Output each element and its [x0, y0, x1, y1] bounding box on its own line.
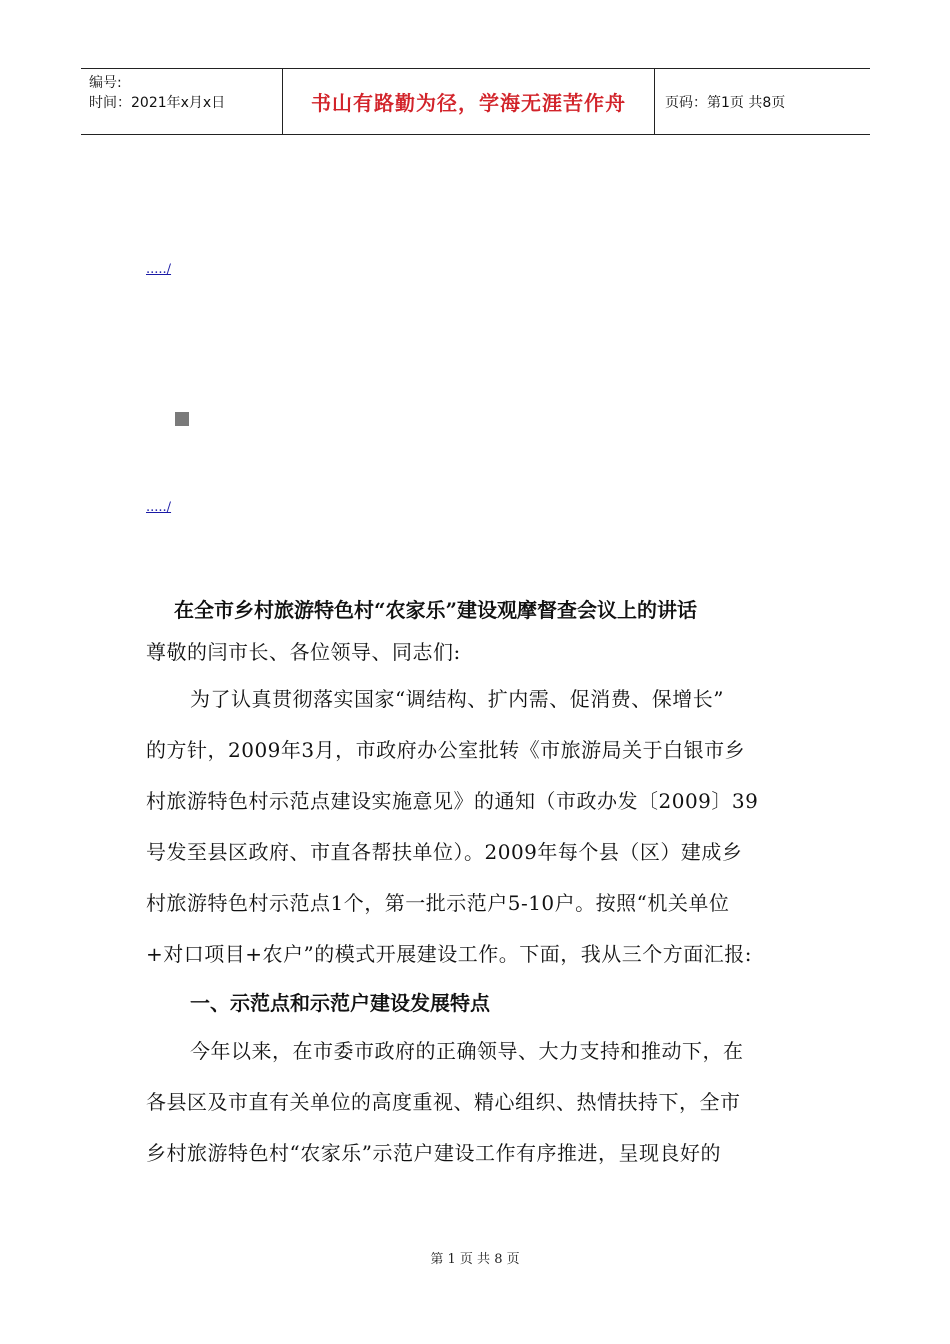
page-header: [81, 68, 870, 135]
paragraph-line: 各县区及市直有关单位的高度重视、精心组织、热情扶持下，全市: [146, 1090, 741, 1114]
dots-link-1[interactable]: ...../: [146, 262, 172, 277]
paragraph-line: 村旅游特色村示范点1个，第一批示范户5-10户。按照“机关单位: [146, 891, 730, 915]
section-heading: 一、示范点和示范户建设发展特点: [190, 991, 490, 1015]
greeting: 尊敬的闫市长、各位领导、同志们:: [146, 640, 461, 664]
paragraph-line: 乡村旅游特色村“农家乐”示范户建设工作有序推进，呈现良好的: [146, 1141, 721, 1165]
dots-link-2[interactable]: ...../: [146, 500, 172, 515]
header-page-info: 页码：第1页 共8页: [665, 94, 786, 111]
header-time-label: 时间：2021年x月x日: [89, 95, 226, 111]
paragraph-line: +对口项目+农户”的模式开展建设工作。下面，我从三个方面汇报:: [146, 942, 752, 966]
paragraph-line: 为了认真贯彻落实国家“调结构、扩内需、促消费、保增长”: [190, 687, 724, 711]
document-title: 在全市乡村旅游特色村“农家乐”建设观摩督查会议上的讲话: [174, 598, 698, 622]
header-meta: [81, 69, 283, 134]
paragraph-line: 号发至县区政府、市直各帮扶单位）。2009年每个县（区）建成乡: [146, 840, 743, 864]
gray-square-icon: [175, 412, 189, 426]
page-footer: 第 1 页 共 8 页: [430, 1252, 520, 1267]
header-number-label: 编号:: [89, 75, 122, 91]
paragraph-line: 今年以来，在市委市政府的正确领导、大力支持和推动下，在: [190, 1039, 744, 1063]
paragraph-line: 的方针，2009年3月，市政府办公室批转《市旅游局关于白银市乡: [146, 738, 746, 762]
header-motto: 书山有路勤为径，学海无涯苦作舟: [283, 69, 655, 134]
paragraph-line: 村旅游特色村示范点建设实施意见》的通知（市政办发〔2009〕39: [146, 789, 759, 813]
document-body: [146, 590, 808, 1179]
